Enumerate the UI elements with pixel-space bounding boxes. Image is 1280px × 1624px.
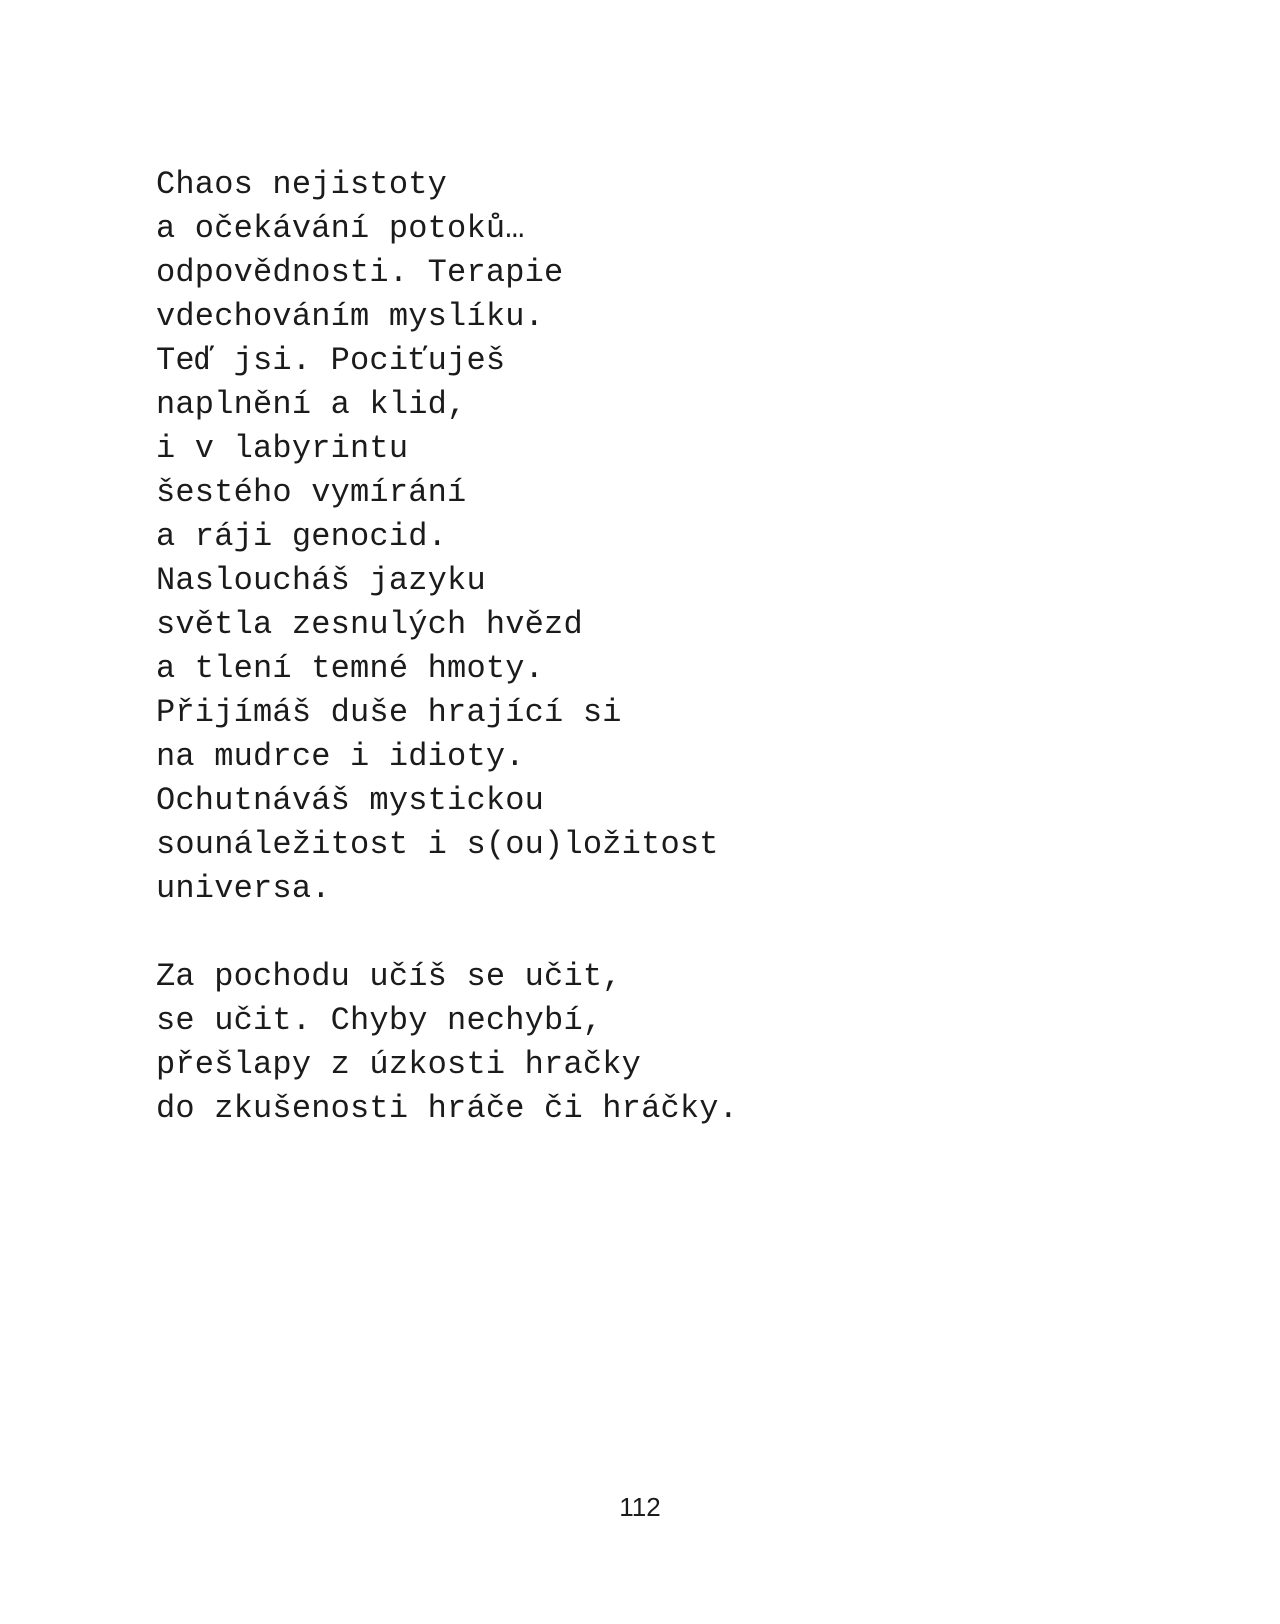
poem-line: Nasloucháš jazyku: [156, 562, 486, 599]
poem-line: odpovědnosti. Terapie: [156, 254, 564, 291]
poem-line: a očekávání potoků…: [156, 210, 525, 247]
poem-line: Teď jsi. Pociťuješ: [156, 342, 506, 379]
poem-line: naplnění a klid,: [156, 386, 467, 423]
poem-stanza-2: [156, 955, 1056, 1131]
poem-line: Chaos nejistoty: [156, 166, 448, 203]
poem-line: do zkušenosti hráče či hráčky.: [156, 1090, 739, 1127]
poem-line: a ráji genocid.: [156, 518, 448, 555]
poem-line: sounáležitost i s(ou)ložitost: [156, 826, 719, 863]
poem-line: šestého vymírání: [156, 474, 467, 511]
page-number: 112: [619, 1492, 661, 1522]
poem-stanza-1: [156, 163, 1056, 911]
poem-line: vdechováním myslíku.: [156, 298, 545, 335]
poem-line: Ochutnáváš mystickou: [156, 782, 545, 819]
poem-line: universa.: [156, 870, 331, 907]
poem-line: a tlení temné hmoty.: [156, 650, 545, 687]
poem-line: se učit. Chyby nechybí,: [156, 1002, 603, 1039]
poem-line: i v labyrintu: [156, 430, 409, 467]
poem-line: Přijímáš duše hrající si: [156, 694, 622, 731]
poem-line: přešlapy z úzkosti hračky: [156, 1046, 642, 1083]
poem-line: na mudrce i idioty.: [156, 738, 525, 775]
poem: [156, 163, 1056, 1131]
poem-line: světla zesnulých hvězd: [156, 606, 583, 643]
poem-line: Za pochodu učíš se učit,: [156, 958, 622, 995]
